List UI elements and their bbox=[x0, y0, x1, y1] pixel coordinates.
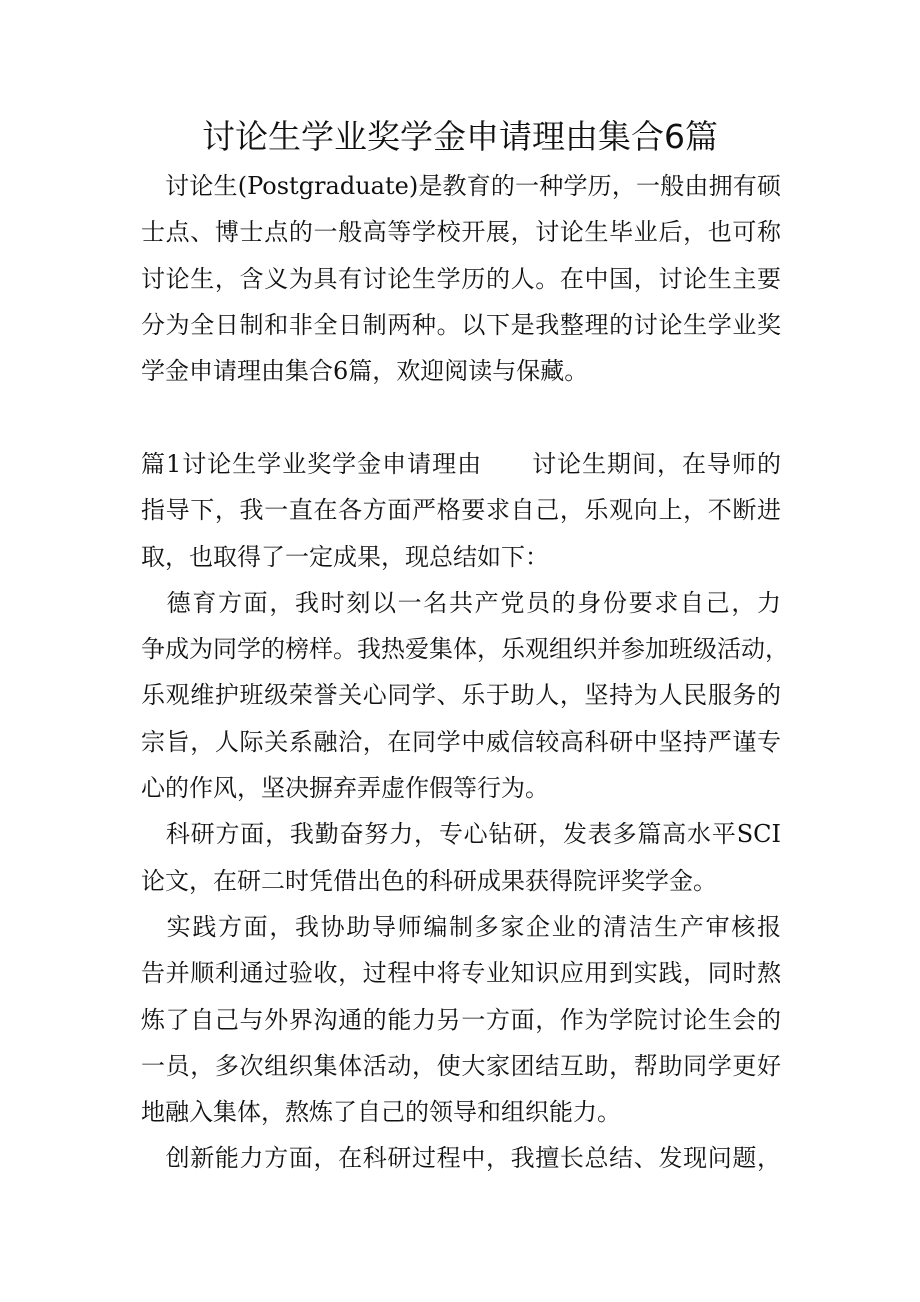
text-line: 取，也取得了一定成果，现总结如下： bbox=[141, 542, 549, 571]
text-line: 地融入集体，熬炼了自己的领导和组织能力。 bbox=[141, 1098, 621, 1127]
text-line: 炼了自己与外界沟通的能力另一方面，作为学院讨论生会的 bbox=[141, 1005, 781, 1034]
text-line: 讨论生，含义为具有讨论生学历的人。在中国，讨论生主要 bbox=[141, 264, 781, 293]
text-line: 心的作风，坚决摒弃弄虚作假等行为。 bbox=[141, 774, 549, 803]
text-line: 告并顺利通过验收，过程中将专业知识应用到实践，同时熬 bbox=[141, 959, 781, 988]
text-line: 学金申请理由集合6篇，欢迎阅读与保藏。 bbox=[141, 357, 589, 386]
text-line: 宗旨，人际关系融洽，在同学中威信较高科研中坚持严谨专 bbox=[141, 727, 781, 756]
text-line: 乐观维护班级荣誉关心同学、乐于助人，坚持为人民服务的 bbox=[141, 681, 781, 710]
text-line: 争成为同学的榜样。我热爱集体，乐观组织并参加班级活动， bbox=[141, 635, 789, 664]
document-title: 讨论生学业奖学金申请理由集合6篇 bbox=[202, 117, 718, 156]
text-line: 科研方面，我勤奋努力，专心钻研，发表多篇高水平SCI bbox=[141, 820, 781, 849]
text-line: 分为全日制和非全日制两种。以下是我整理的讨论生学业奖 bbox=[141, 310, 781, 339]
text-line: 士点、博士点的一般高等学校开展，讨论生毕业后，也可称 bbox=[141, 218, 781, 247]
section-1-body bbox=[141, 441, 789, 1182]
intro-paragraph bbox=[141, 163, 781, 394]
text-line: 德育方面，我时刻以一名共产党员的身份要求自己，力 bbox=[141, 588, 781, 617]
text-line: 实践方面，我协助导师编制多家企业的清洁生产审核报 bbox=[141, 912, 781, 941]
text-line: 一员，多次组织集体活动，使大家团结互助，帮助同学更好 bbox=[141, 1051, 781, 1080]
text-line: 篇1讨论生学业奖学金申请理由 讨论生期间，在导师的 bbox=[141, 450, 781, 478]
text-line: 论文，在研二时凭借出色的科研成果获得院评奖学金。 bbox=[141, 866, 717, 895]
text-line: 指导下，我一直在各方面严格要求自己，乐观向上，不断进 bbox=[141, 496, 781, 525]
text-line: 创新能力方面，在科研过程中，我擅长总结、发现问题， bbox=[141, 1144, 781, 1173]
text-line: 讨论生(Postgraduate)是教育的一种学历，一般由拥有硕 bbox=[141, 172, 781, 200]
